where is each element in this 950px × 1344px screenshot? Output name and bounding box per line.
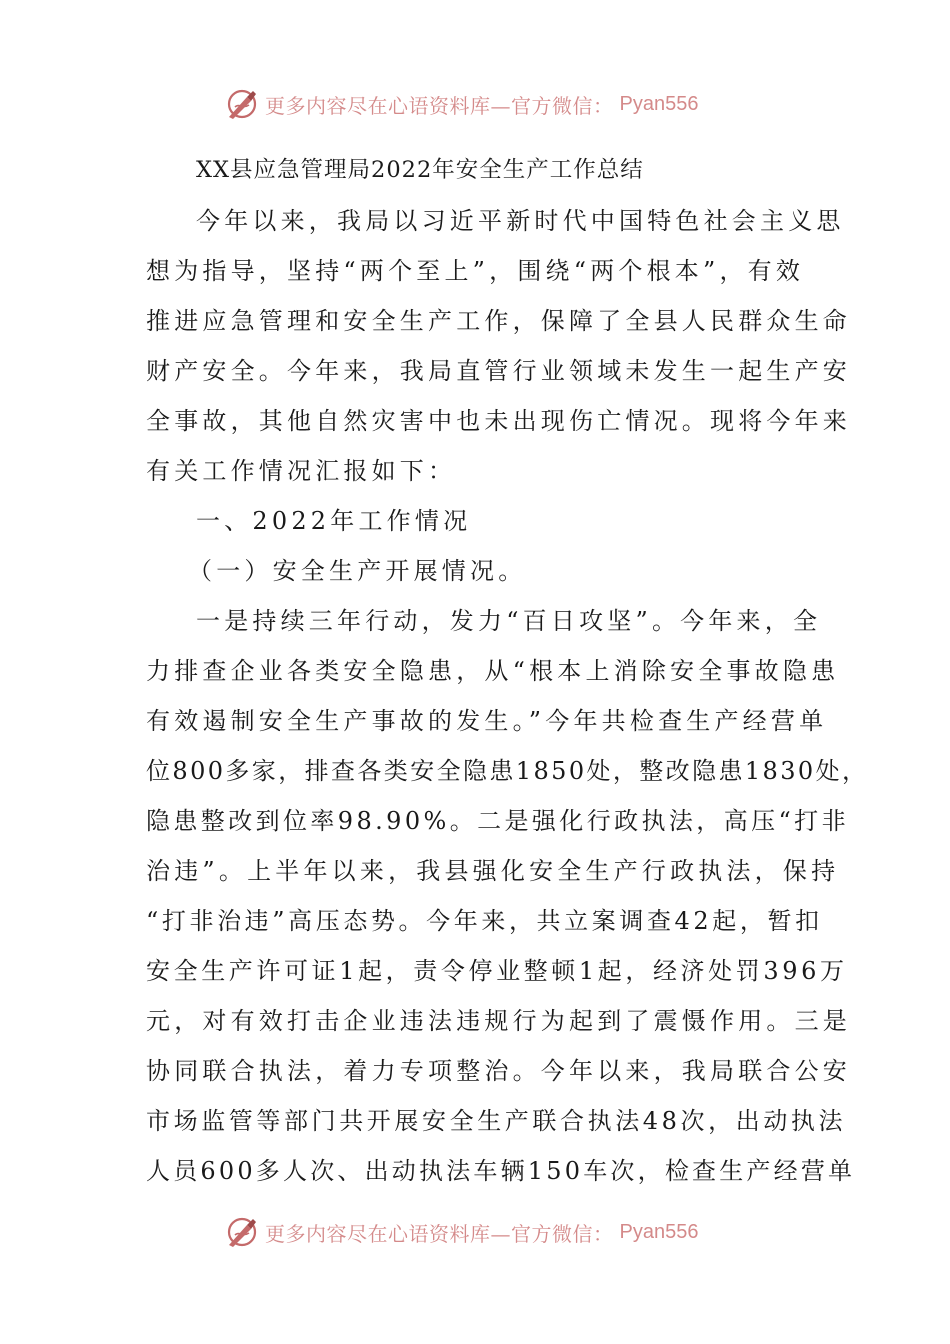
paragraph-line: 位800多家，排查各类安全隐患1850处，整改隐患1830处， (146, 757, 869, 785)
watermark-header (225, 84, 745, 124)
paragraph-line: 有效遏制安全生产事故的发生。”今年共检查生产经营单 (146, 707, 828, 735)
pen-logo-icon (225, 87, 259, 121)
paragraph-line: 人员600多人次、出动执法车辆150车次，检查生产经营单 (146, 1157, 856, 1185)
paragraph-line: 安全生产许可证1起，责令停业整顿1起，经济处罚396万 (146, 957, 848, 985)
watermark-text: 更多内容尽在心语资料库—官方微信： (265, 93, 614, 118)
watermark-wechat-id: Pyan556 (619, 1220, 699, 1243)
paragraph-line: 有关工作情况汇报如下： (146, 457, 457, 485)
paragraph-line: 推进应急管理和安全生产工作，保障了全县人民群众生命 (146, 307, 851, 335)
paragraph-line: 市场监管等部门共开展安全生产联合执法48次，出动执法 (146, 1107, 847, 1135)
paragraph-line: 协同联合执法，着力专项整治。今年以来，我局联合公安 (146, 1057, 851, 1085)
paragraph-line: 财产安全。今年来，我局直管行业领域未发生一起生产安 (146, 357, 851, 385)
document-title: XX县应急管理局2022年安全生产工作总结 (196, 157, 644, 183)
pen-logo-icon (225, 1215, 259, 1249)
paragraph-line: 想为指导，坚持“两个至上”，围绕“两个根本”，有效 (146, 257, 805, 285)
watermark-text: 更多内容尽在心语资料库—官方微信： (265, 1221, 614, 1246)
paragraph-line: “打非治违”高压态势。今年来，共立案调查42起，暂扣 (146, 907, 823, 935)
paragraph-line: 治违”。上半年以来，我县强化安全生产行政执法，保持 (146, 857, 840, 885)
paragraph-line: 全事故，其他自然灾害中也未出现伤亡情况。现将今年来 (146, 407, 851, 435)
paragraph-line: 一是持续三年行动，发力“百日攻坚”。今年来，全 (196, 607, 822, 635)
subsection-heading: （一）安全生产开展情况。 (188, 557, 527, 585)
paragraph-line: 今年以来，我局以习近平新时代中国特色社会主义思 (196, 207, 845, 235)
paragraph-line: 力排查企业各类安全隐患，从“根本上消除安全事故隐患 (146, 657, 840, 685)
section-heading: 一、2022年工作情况 (196, 507, 472, 535)
paragraph-line: 元，对有效打击企业违法违规行为起到了震慑作用。三是 (146, 1007, 851, 1035)
watermark-footer (225, 1212, 745, 1252)
watermark-wechat-id: Pyan556 (619, 92, 699, 115)
paragraph-line: 隐患整改到位率98.90%。二是强化行政执法，高压“打非 (146, 807, 849, 835)
